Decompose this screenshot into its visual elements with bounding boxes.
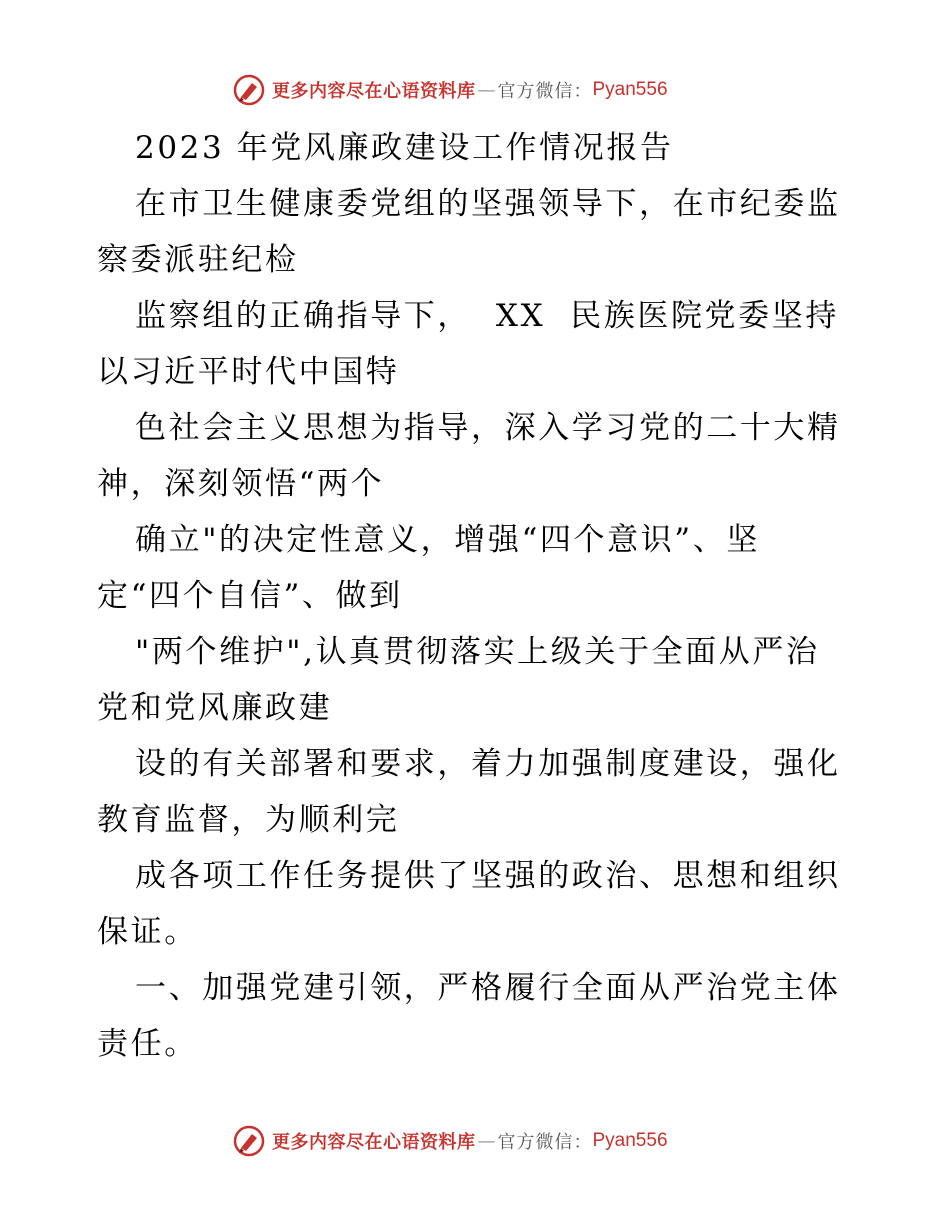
paragraph-line: 设的有关部署和要求，着力加强制度建设，强化 (135, 746, 841, 782)
pen-logo-icon (232, 1124, 266, 1158)
paragraph-line: 一、加强党建引领，严格履行全面从严治党主体 (135, 970, 841, 1006)
document-title (97, 120, 857, 176)
paragraph-line: 定“四个自信”、做到 (97, 578, 403, 614)
paragraph (97, 624, 857, 736)
footer-banner (232, 1121, 752, 1161)
pen-logo-icon (232, 73, 266, 107)
paragraph (97, 512, 857, 624)
paragraph-line: 神，深刻领悟“两个 (97, 466, 385, 502)
paragraph-line: 确立"的决定性意义，增强“四个意识”、坚 (135, 522, 760, 558)
banner-text: 更多内容尽在心语资料库 (272, 81, 476, 102)
banner-dash: — (477, 79, 496, 101)
paragraph-line: 成各项工作任务提供了坚强的政治、思想和组织 (135, 858, 841, 894)
banner-wechat-label: 官方微信： (497, 1132, 593, 1153)
paragraph-line: 党和党风廉政建 (97, 690, 333, 726)
banner-wechat-label: 官方微信： (497, 81, 593, 102)
banner-text: 更多内容尽在心语资料库 (272, 1132, 476, 1153)
paragraph-line: 责任。 (97, 1026, 198, 1062)
paragraph-line: 在市卫生健康委党组的坚强领导下，在市纪委监 (135, 186, 841, 222)
paragraph-line: 保证。 (97, 914, 198, 950)
paragraph-line: 以习近平时代中国特 (97, 354, 400, 390)
title-line: 2023 年党风廉政建设工作情况报告 (135, 130, 674, 166)
banner-dash: — (477, 1130, 496, 1152)
paragraph-line: 监察组的正确指导下， XX 民族医院党委坚持 (135, 298, 839, 334)
paragraph-line: 察委派驻纪检 (97, 242, 299, 278)
paragraph (97, 736, 857, 848)
paragraph (97, 288, 857, 400)
paragraph-line: 色社会主义思想为指导，深入学习党的二十大精 (135, 410, 841, 446)
paragraph (97, 176, 857, 288)
banner-wechat-id: Pyan556 (592, 1130, 668, 1151)
document-body (97, 120, 857, 1072)
banner-wechat-id: Pyan556 (592, 79, 668, 100)
header-banner (232, 70, 752, 110)
paragraph (97, 848, 857, 960)
paragraph-line: "两个维护",认真贯彻落实上级关于全面从严治 (135, 634, 820, 670)
paragraph-line: 教育监督，为顺利完 (97, 802, 400, 838)
section-heading (97, 960, 857, 1072)
paragraph (97, 400, 857, 512)
